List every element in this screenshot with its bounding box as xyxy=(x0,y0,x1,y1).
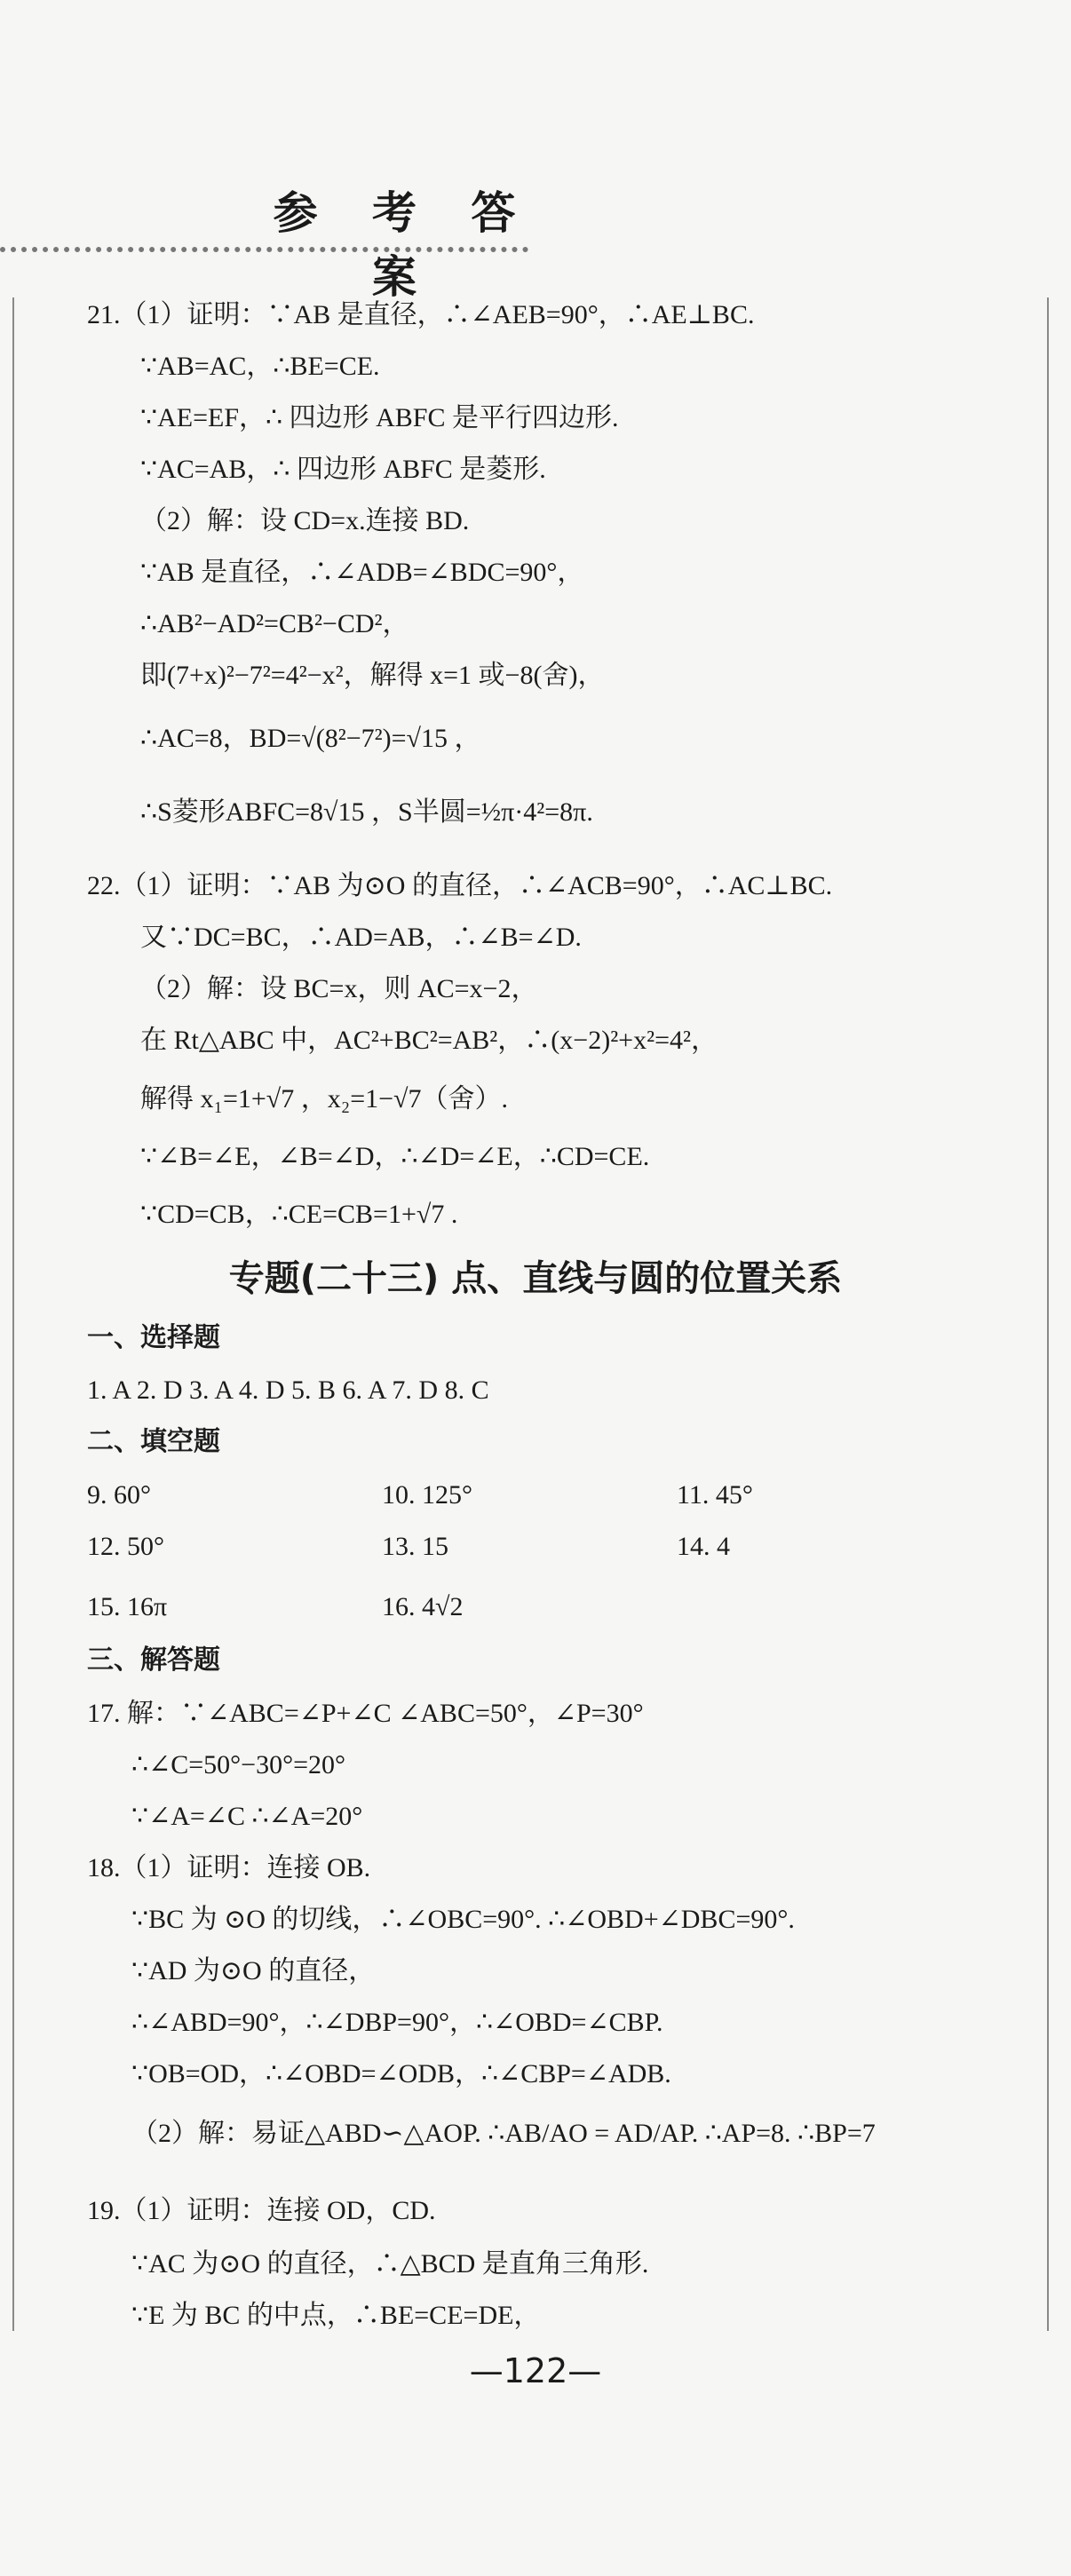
choice-answers: 1. A 2. D 3. A 4. D 5. B 6. A 7. D 8. C xyxy=(87,1375,489,1405)
page-number: —122— xyxy=(469,2351,602,2390)
answer-line: ∵AE=EF，∴ 四边形 ABFC 是平行四边形. xyxy=(140,403,619,432)
answer-line: （2）解：易证△ABD∽△AOP. ∴AB/AO = AD/AP. ∴AP=8. ∴BP=7 xyxy=(131,2119,876,2148)
answer-line: ∵∠A=∠C ∴∠A=20° xyxy=(131,1802,363,1831)
section-title: 专题(二十三) 点、直线与圆的位置关系 xyxy=(228,1258,843,1299)
answer-line: ∴S菱形ABFC=8√15 ，S半圆=½π·4²=8π. xyxy=(140,797,593,827)
fill-answer: 16. 4√2 xyxy=(382,1592,464,1621)
fill-answer: 15. 16π xyxy=(87,1592,168,1621)
answer-line: （2）解：设 CD=x.连接 BD. xyxy=(140,506,470,535)
answer-line: ∴∠C=50°−30°=20° xyxy=(131,1750,345,1779)
left-margin-line xyxy=(12,297,14,2331)
answer-line: ∵AC 为⊙O 的直径，∴△BCD 是直角三角形. xyxy=(131,2249,649,2279)
answer-line: ∵∠B=∠E，∠B=∠D，∴∠D=∠E，∴CD=CE. xyxy=(140,1142,650,1171)
answer-line: 17. 解：∵∠ABC=∠P+∠C ∠ABC=50°，∠P=30° xyxy=(87,1699,644,1728)
answer-line: ∵AB=AC，∴BE=CE. xyxy=(140,352,380,381)
fill-answer: 13. 15 xyxy=(382,1532,448,1561)
part1-heading: 一、选择题 xyxy=(87,1322,220,1353)
answer-line: ∵E 为 BC 的中点，∴BE=CE=DE， xyxy=(131,2301,541,2330)
page-title: 参 考 答 案 xyxy=(273,187,536,303)
fill-answer: 14. 4 xyxy=(677,1532,730,1561)
answer-line: 在 Rt△ABC 中，AC²+BC²=AB²，∴(x−2)²+x²=4²， xyxy=(140,1026,718,1055)
answer-line: 19.（1）证明：连接 OD，CD. xyxy=(87,2196,436,2225)
dotted-divider xyxy=(0,247,528,252)
answer-line: 18.（1）证明：连接 OB. xyxy=(87,1853,371,1882)
answer-line: ∴AC=8，BD=√(8²−7²)=√15 ， xyxy=(140,724,481,753)
answer-line: 22.（1）证明：∵AB 为⊙O 的直径，∴∠ACB=90°，∴AC⊥BC. xyxy=(87,871,833,900)
answer-line: ∴∠ABD=90°，∴∠DBP=90°，∴∠OBD=∠CBP. xyxy=(131,2008,663,2037)
answer-line: 解得 x₁=1+√7 ，x₂=1−√7（舍）. xyxy=(140,1084,509,1114)
answer-line: （2）解：设 BC=x，则 AC=x−2， xyxy=(140,974,538,1003)
answer-line: ∵AD 为⊙O 的直径， xyxy=(131,1956,376,1986)
right-margin-line xyxy=(1047,297,1049,2331)
answer-line: ∵AC=AB，∴ 四边形 ABFC 是菱形. xyxy=(140,455,546,484)
answer-line: 又∵DC=BC，∴AD=AB，∴∠B=∠D. xyxy=(140,923,582,952)
part3-heading: 三、解答题 xyxy=(87,1645,220,1676)
answer-line: ∵CD=CB，∴CE=CB=1+√7 . xyxy=(140,1200,458,1229)
answer-line: ∵OB=OD，∴∠OBD=∠ODB，∴∠CBP=∠ADB. xyxy=(131,2059,671,2089)
answer-line: ∴AB²−AD²=CB²−CD²， xyxy=(140,609,409,638)
fill-answer: 9. 60° xyxy=(87,1480,151,1510)
fill-answer: 11. 45° xyxy=(677,1480,753,1510)
answer-line: ∵BC 为 ⊙O 的切线，∴∠OBC=90°. ∴∠OBD+∠DBC=90°. xyxy=(131,1905,795,1934)
fill-answer: 10. 125° xyxy=(382,1480,472,1510)
answer-line: ∵AB 是直径，∴∠ADB=∠BDC=90°， xyxy=(140,558,584,587)
part2-heading: 二、填空题 xyxy=(87,1426,220,1457)
answer-line: 即(7+x)²−7²=4²−x²，解得 x=1 或−8(舍)， xyxy=(140,661,605,690)
answer-line: 21.（1）证明：∵AB 是直径，∴∠AEB=90°，∴AE⊥BC. xyxy=(87,300,755,329)
fill-answer: 12. 50° xyxy=(87,1532,164,1561)
